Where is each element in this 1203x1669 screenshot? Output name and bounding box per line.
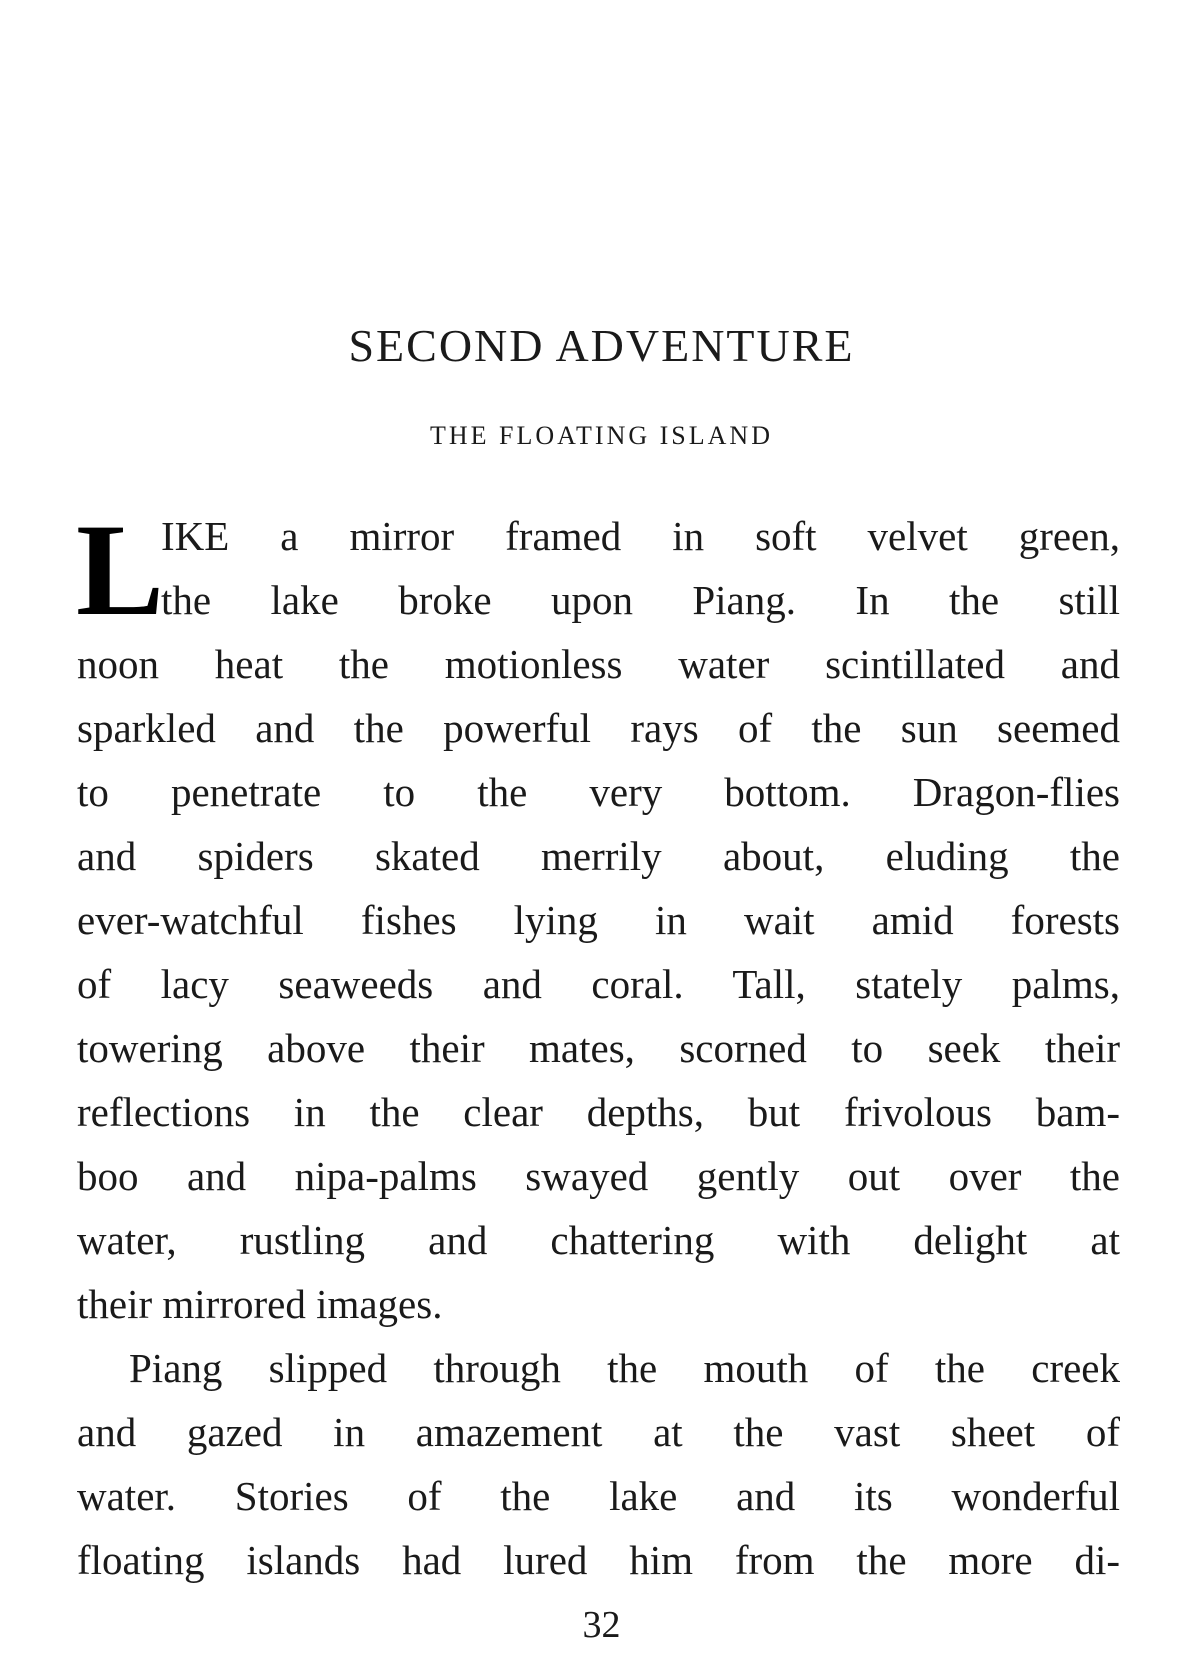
text-line: IKE a mirror framed in soft velvet green, — [161, 513, 1120, 559]
text-line: their mirrored images. — [77, 1281, 443, 1327]
text-line: of lacy seaweeds and coral. Tall, stately palms, — [77, 961, 1120, 1007]
text-line: to penetrate to the very bottom. Dragon-flies — [77, 769, 1120, 815]
text-line: the lake broke upon Piang. In the still — [161, 577, 1120, 623]
page-number: 32 — [582, 1604, 621, 1646]
chapter-title: SECOND ADVENTURE — [348, 320, 855, 371]
text-line: sparkled and the powerful rays of the sun seemed — [77, 705, 1120, 751]
text-line: towering above their mates, scorned to seek their — [77, 1025, 1120, 1071]
text-line: and gazed in amazement at the vast sheet of — [77, 1409, 1120, 1455]
text-line: Piang slipped through the mouth of the creek — [129, 1345, 1120, 1391]
text-line: floating islands had lured him from the more di- — [77, 1537, 1120, 1583]
paragraph-1 — [76, 496, 1120, 1336]
text-line: water. Stories of the lake and its wonderful — [77, 1473, 1120, 1519]
paragraph-2 — [77, 1336, 1120, 1592]
text-line: reflections in the clear depths, but frivolous bam- — [77, 1089, 1120, 1135]
text-line: noon heat the motionless water scintillated and — [77, 641, 1120, 687]
text-line: boo and nipa-palms swayed gently out over the — [77, 1153, 1120, 1199]
drop-cap: L — [76, 496, 165, 643]
text-line: and spiders skated merrily about, eluding the — [77, 833, 1120, 879]
chapter-subtitle: THE FLOATING ISLAND — [430, 421, 773, 450]
text-line: water, rustling and chattering with delight at — [77, 1217, 1120, 1263]
text-line: ever-watchful fishes lying in wait amid forests — [77, 897, 1120, 943]
